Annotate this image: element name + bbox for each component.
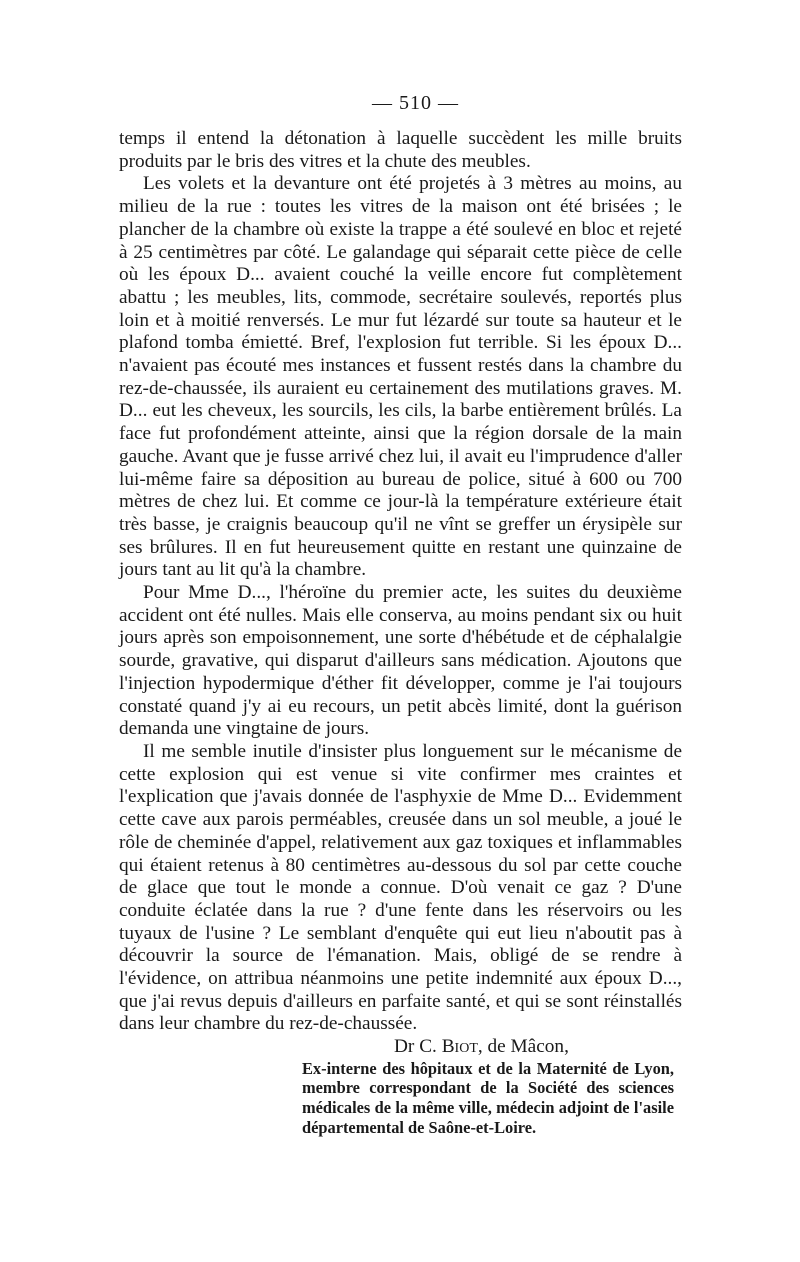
signature-place: , de Mâcon, [477, 1036, 569, 1058]
signature-title: Dr [394, 1036, 415, 1058]
paragraph-mechanism: Il me semble inutile d'insister plus longuement sur le mécanisme de cette explosion qui est venue si vite confirmer mes craintes et l'explication que j'avais donnée de l'asphyxie de Mme D... Evidemment cette cave aux parois perméables, creusée dans un sol meuble, a joué le rôle de cheminée d'appel, relativement aux gaz toxiques et inflammables qui étaient retenus à 80 centimètres au-dessous du sol par cette couche de glace que tout le monde a connue. D'où venait ce gaz ? D'une conduite éclatée dans la rue ? d'une fente dans les réservoirs ou les tuyaux de l'usine ? Le semblant d'enquête qui eut lieu n'aboutit pas à découvrir la source de l'émanation. Mais, obligé de se rendre à l'évidence, on attribua néanmoins une petite indemnité aux époux D..., que j'ai revus depuis d'ailleurs en parfaite santé, et qui se sont réinstallés dans leur chambre du rez-de-chaussée. [119, 740, 682, 1035]
page-number: — 510 — [372, 92, 459, 114]
signature-name: C. Biot [419, 1036, 478, 1058]
paragraph-mme-d: Pour Mme D..., l'héroïne du premier acte, les suites du deuxième accident ont été nulles. Mais elle conserva, au moins pendant six ou huit jours après son empoisonnement, une sorte d'hébétude et de céphalalgie sourde, gravative, qui disparut d'ailleurs sans médication. Ajoutons que l'injection hypodermique d'éther fit développer, comme je l'ai toujours constaté quand j'y ai eu recours, un petit abcès limité, dont la guérison demanda une vingtaine de jours. [119, 582, 682, 740]
signature-affiliation: Ex-interne des hôpitaux et de la Maternité de Lyon, membre correspondant de la Société des sciences médicales de la même ville, médecin adjoint de l'asile départemental de Saône-et-Loire. [302, 1058, 674, 1137]
signature-line [119, 1036, 682, 1059]
paragraph-continuation: temps il entend la détonation à laquelle succèdent les mille bruits produits par le bris des vitres et la chute des meubles. [119, 128, 682, 172]
paragraph-explosion: Les volets et la devanture ont été projetés à 3 mètres au moins, au milieu de la rue : toutes les vitres de la maison ont été brisées ; le plancher de la chambre où existe la trappe a été soulevé en bloc et rejeté à 25 centimètres par côté. Le galandage qui séparait cette pièce de celle où les époux D... avaient couché la veille encore fut complètement abattu ; les meubles, lits, commode, secrétaire soulevés, reportés plus loin et à moitié renversés. Le mur fut lézardé sur toute sa hauteur et le plafond tomba émietté. Bref, l'explosion fut terrible. Si les époux D... n'avaient pas écouté mes instances et fussent restés dans la chambre du rez-de-chaussée, ils auraient eu certainement des mutilations graves. M. D... eut les cheveux, les sourcils, les cils, la barbe entièrement brûlés. La face fut profondément atteinte, ainsi que la région dorsale de la main gauche. Avant que je fusse arrivé chez lui, il avait eu l'imprudence d'aller lui-même faire sa déposition au bureau de police, situé à 600 ou 700 mètres de chez lui. Et comme ce jour-là la température extérieure était très basse, je craignis beaucoup qu'il ne vînt se greffer un érysipèle sur ses brûlures. Il en fut heureusement quitte en restant une quinzaine de jours tant au lit qu'à la chambre. [119, 173, 682, 581]
document-page [119, 88, 682, 1137]
